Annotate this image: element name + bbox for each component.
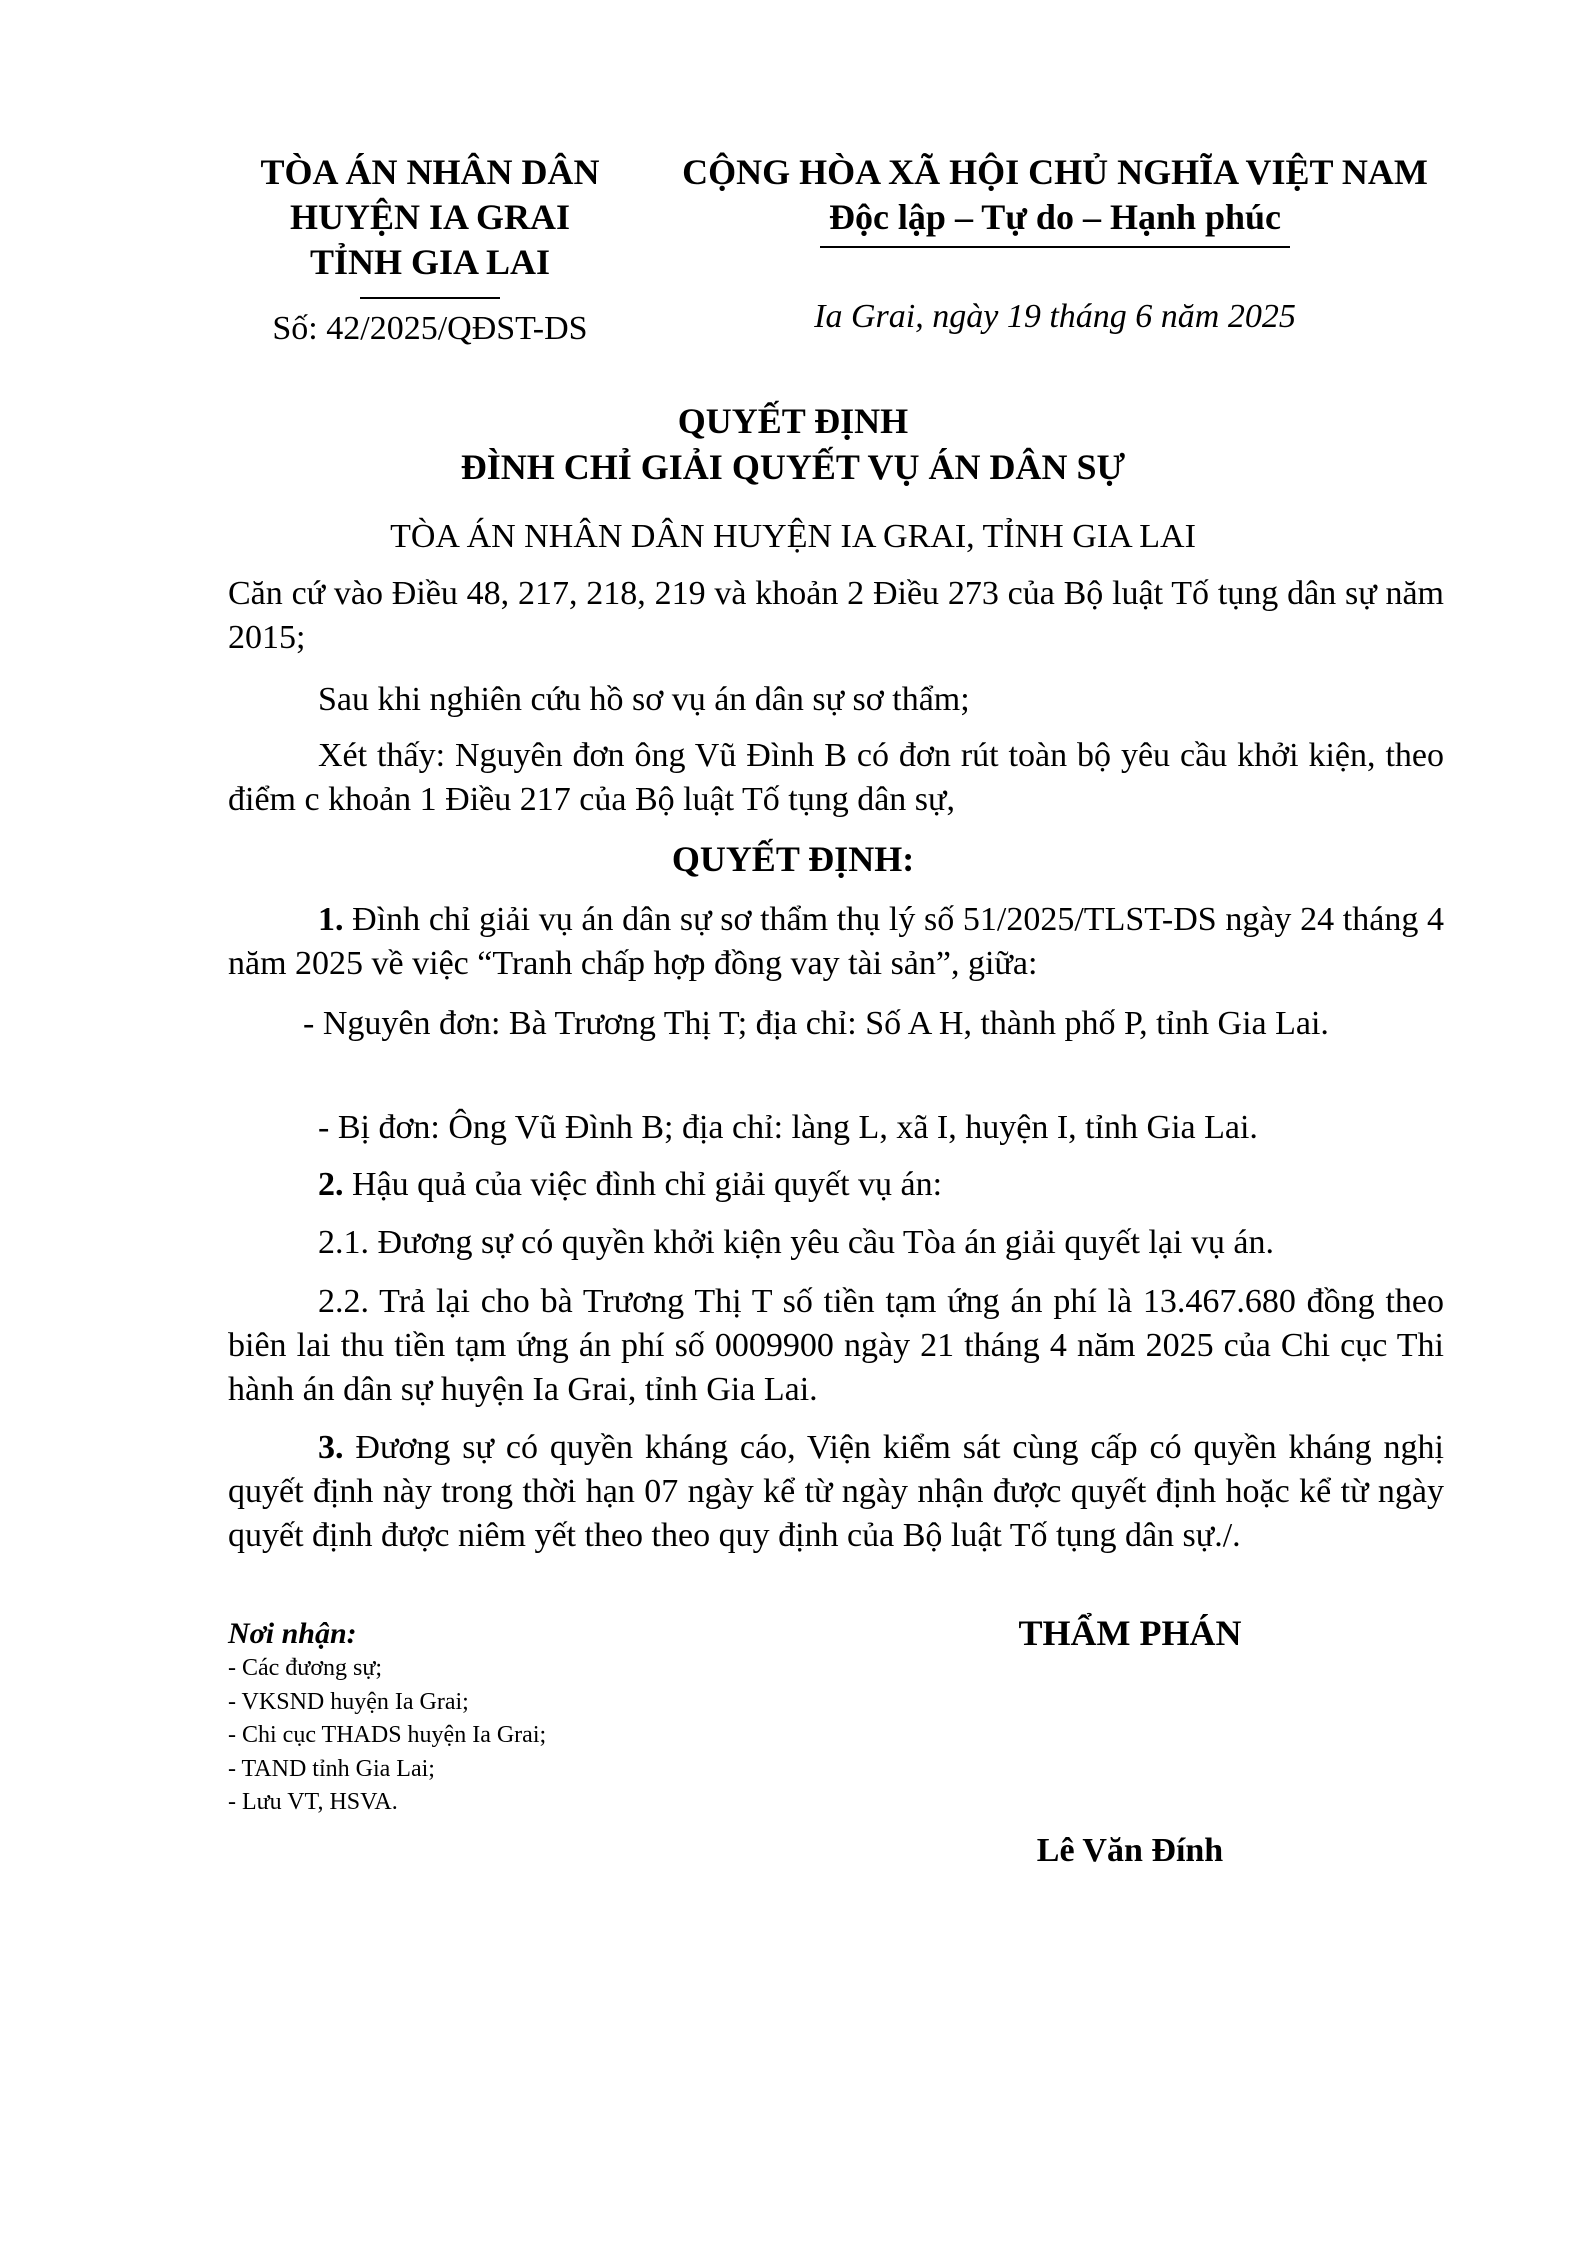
national-motto: Độc lập – Tự do – Hạnh phúc	[828, 197, 1282, 237]
decision-item-1	[228, 898, 1444, 986]
issuing-court: TÒA ÁN NHÂN DÂN HUYỆN IA GRAI, TỈNH GIA LAI	[390, 518, 1196, 555]
decision-item-2-2: 2.2. Trả lại cho bà Trương Thị T số tiền tạm ứng án phí là 13.467.680 đồng theo biên lai thu tiền tạm ứng án phí số 0009900 ngày 21 tháng 4 năm 2025 của Chi cục Thi hành án dân sự huyện Ia Grai, tỉnh Gia Lai.	[228, 1283, 1444, 1408]
court-name-line-2: HUYỆN IA GRAI	[289, 197, 571, 237]
place-and-date: Ia Grai, ngày 19 tháng 6 năm 2025	[814, 298, 1296, 335]
court-header	[220, 150, 640, 299]
recipients-list	[228, 1652, 546, 1820]
recipient-item: - VKSND huyện Ia Grai;	[228, 1688, 469, 1715]
item-3-text: Đương sự có quyền kháng cáo, Viện kiểm sát cùng cấp có quyền kháng nghị quyết định này trong thời hạn 07 ngày kể từ ngày nhận được quyết định hoặc kể từ ngày quyết định được niêm yết theo theo quy định của Bộ luật Tố tụng dân sự./.	[228, 1429, 1444, 1554]
consideration-paragraph: Xét thấy: Nguyên đơn ông Vũ Đình B có đơn rút toàn bộ yêu cầu khởi kiện, theo điểm c khoản 1 Điều 217 của Bộ luật Tố tụng dân sự,	[228, 737, 1444, 818]
decision-heading: QUYẾT ĐỊNH:	[671, 839, 915, 879]
recipients-title: Nơi nhận:	[228, 1617, 357, 1650]
signer-title: THẨM PHÁN	[1018, 1613, 1242, 1653]
item-3-number: 3.	[318, 1429, 344, 1466]
item-2-number: 2.	[318, 1166, 344, 1203]
plaintiff-line: - Nguyên đơn: Bà Trương Thị T; địa chỉ: Số A H, thành phố P, tỉnh Gia Lai.	[303, 1005, 1329, 1042]
national-header	[655, 150, 1455, 248]
decision-item-2	[228, 1163, 1444, 1207]
document-number: Số: 42/2025/QĐST-DS	[272, 310, 588, 347]
document-title	[0, 398, 1586, 490]
defendant-line: - Bị đơn: Ông Vũ Đình B; địa chỉ: làng L, xã I, huyện I, tỉnh Gia Lai.	[318, 1109, 1258, 1146]
recipient-item: - Các đương sự;	[228, 1655, 383, 1681]
review-paragraph: Sau khi nghiên cứu hồ sơ vụ án dân sự sơ thẩm;	[318, 681, 970, 718]
item-1-text: Đình chỉ giải vụ án dân sự sơ thẩm thụ lý số 51/2025/TLST-DS ngày 24 tháng 4 năm 2025 về việc “Tranh chấp hợp đồng vay tài sản”, giữa:	[228, 901, 1444, 982]
court-underline	[360, 297, 500, 299]
item-2-text: Hậu quả của việc đình chỉ giải quyết vụ án:	[352, 1166, 943, 1203]
court-name-line-1: TÒA ÁN NHÂN DÂN	[260, 152, 600, 192]
legal-basis-paragraph: Căn cứ vào Điều 48, 217, 218, 219 và khoản 2 Điều 273 của Bộ luật Tố tụng dân sự năm 2015;	[228, 575, 1444, 656]
recipient-item: - Lưu VT, HSVA.	[228, 1789, 398, 1815]
recipient-item: - Chi cục THADS huyện Ia Grai;	[228, 1722, 547, 1748]
decision-item-2-1: 2.1. Đương sự có quyền khởi kiện yêu cầu Tòa án giải quyết lại vụ án.	[318, 1224, 1274, 1261]
title-line-1: QUYẾT ĐỊNH	[677, 401, 909, 441]
recipient-item: - TAND tỉnh Gia Lai;	[228, 1755, 435, 1782]
signer-name: Lê Văn Đính	[1036, 1832, 1224, 1869]
decision-item-3	[228, 1426, 1444, 1558]
title-line-2: ĐÌNH CHỈ GIẢI QUYẾT VỤ ÁN DÂN SỰ	[460, 447, 1126, 487]
motto-underline	[820, 246, 1290, 248]
item-1-number: 1.	[318, 901, 344, 938]
nation-name: CỘNG HÒA XÃ HỘI CHỦ NGHĨA VIỆT NAM	[682, 152, 1428, 192]
court-name-line-3: TỈNH GIA LAI	[309, 242, 551, 282]
